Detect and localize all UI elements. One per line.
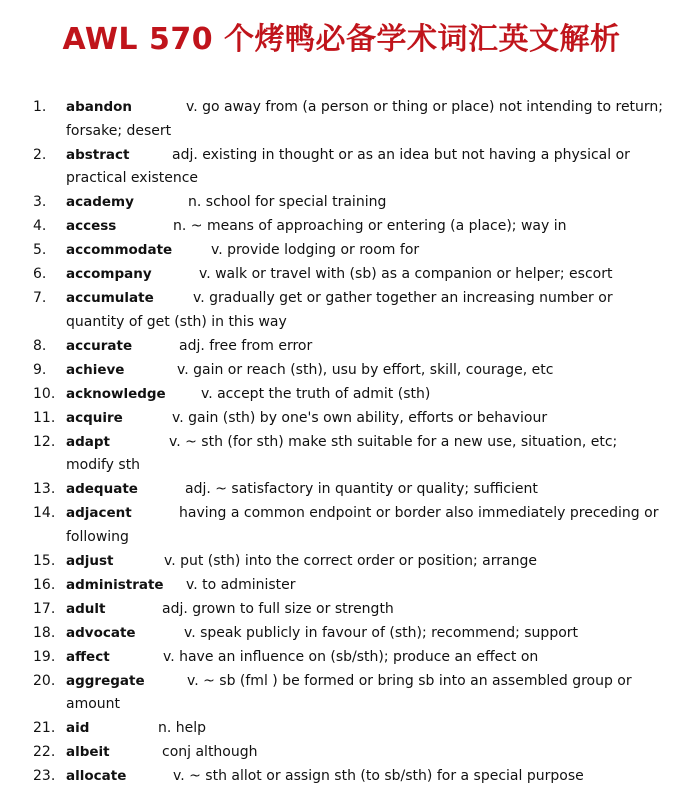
entry-definition: v. ~ sth (for sth) make sth suitable for a new use, situation, etc; modify sth [66, 433, 618, 473]
entry-word: abstract [66, 146, 130, 163]
entry-definition: adj. ~ satisfactory in quantity or quality; sufficient [185, 481, 538, 497]
entry-number: 16. [33, 576, 56, 593]
entry-number: 21. [33, 720, 56, 736]
entry-word: aid [66, 720, 90, 736]
entry-number: 19. [33, 648, 56, 665]
entry-definition: n. help [158, 720, 207, 736]
entry-definition: adj. free from error [179, 337, 313, 354]
entry-definition: v. accept the truth of admit (sth) [201, 385, 431, 402]
entry-definition: v. gain (sth) by one's own ability, efforts or behaviour [172, 409, 548, 426]
entry-definition: v. provide lodging or room for [211, 242, 420, 258]
vocab-entry [0, 407, 683, 431]
vocab-entry [0, 646, 683, 670]
entry-definition: adj. grown to full size or strength [162, 600, 394, 617]
vocabulary-list [0, 96, 683, 789]
entry-number: 23. [33, 768, 56, 784]
vocab-entry [0, 431, 683, 478]
entry-word: accommodate [66, 242, 173, 258]
vocab-entry [0, 96, 683, 143]
entry-number: 10. [33, 385, 56, 402]
vocab-entry [0, 502, 683, 549]
entry-definition: n. ~ means of approaching or entering (a place); way in [173, 218, 567, 234]
entry-definition: v. gain or reach (sth), usu by effort, skill, courage, etc [177, 361, 554, 378]
entry-number: 4. [33, 218, 47, 234]
entry-number: 6. [33, 266, 47, 282]
entry-word: academy [66, 194, 134, 210]
vocab-entry [0, 741, 683, 765]
entry-word: achieve [66, 361, 125, 378]
entry-word: affect [66, 648, 110, 665]
vocab-entry [0, 765, 683, 789]
entry-number: 18. [33, 624, 56, 641]
entry-number: 8. [33, 337, 47, 354]
entry-word: adapt [66, 433, 111, 450]
entry-word: aggregate [66, 672, 145, 689]
entry-number: 22. [33, 744, 56, 760]
entry-number: 1. [33, 99, 47, 115]
entry-definition: conj although [162, 744, 258, 760]
entry-word: accompany [66, 266, 152, 282]
vocab-entry [0, 215, 683, 239]
entry-definition: v. walk or travel with (sb) as a companion or helper; escort [199, 266, 613, 282]
entry-number: 13. [33, 481, 56, 497]
entry-word: adjust [66, 552, 114, 569]
entry-word: accurate [66, 337, 133, 354]
entry-definition: v. gradually get or gather together an increasing number or quantity of get (sth) in this way [66, 290, 613, 330]
entry-definition: v. ~ sb (fml ) be formed or bring sb into an assembled group or amount [66, 672, 632, 712]
entry-number: 9. [33, 361, 47, 378]
vocab-entry [0, 335, 683, 359]
vocab-entry [0, 383, 683, 407]
entry-number: 12. [33, 433, 56, 450]
entry-word: adjacent [66, 505, 132, 521]
entry-word: accumulate [66, 290, 154, 306]
entry-number: 15. [33, 552, 56, 569]
entry-definition: adj. existing in thought or as an idea but not having a physical or practical existence [66, 146, 630, 186]
page-title: AWL 570 个烤鸭必备学术词汇英文解析 [62, 22, 621, 57]
vocab-entry [0, 622, 683, 646]
entry-definition: v. to administer [186, 576, 296, 593]
vocab-entry [0, 670, 683, 717]
entry-word: albeit [66, 744, 110, 760]
entry-definition: n. school for special training [188, 194, 387, 210]
entry-definition: v. go away from (a person or thing or place) not intending to return; forsake; desert [66, 99, 664, 139]
entry-word: allocate [66, 768, 127, 784]
vocab-entry [0, 550, 683, 574]
vocab-entry [0, 574, 683, 598]
entry-number: 5. [33, 242, 47, 258]
entry-number: 14. [33, 505, 56, 521]
entry-number: 17. [33, 600, 56, 617]
entry-word: adult [66, 600, 106, 617]
entry-definition: v. speak publicly in favour of (sth); recommend; support [184, 624, 579, 641]
entry-definition: v. ~ sth allot or assign sth (to sb/sth) for a special purpose [173, 768, 584, 784]
vocab-entry [0, 144, 683, 191]
entry-number: 11. [33, 409, 56, 426]
vocab-entry [0, 239, 683, 263]
vocab-entry [0, 359, 683, 383]
vocab-entry [0, 717, 683, 741]
entry-word: acknowledge [66, 385, 166, 402]
entry-word: administrate [66, 576, 164, 593]
vocab-entry [0, 263, 683, 287]
entry-number: 3. [33, 194, 47, 210]
vocab-entry [0, 598, 683, 622]
entry-word: abandon [66, 99, 133, 115]
entry-number: 7. [33, 290, 47, 306]
entry-number: 20. [33, 672, 56, 689]
entry-definition: v. have an influence on (sb/sth); produce an effect on [163, 648, 539, 665]
entry-word: adequate [66, 481, 138, 497]
entry-definition: having a common endpoint or border also immediately preceding or following [66, 505, 659, 545]
entry-number: 2. [33, 146, 47, 163]
vocab-entry [0, 287, 683, 334]
entry-word: access [66, 218, 117, 234]
vocab-entry [0, 478, 683, 502]
vocab-entry [0, 191, 683, 215]
entry-definition: v. put (sth) into the correct order or position; arrange [164, 552, 537, 569]
entry-word: acquire [66, 409, 123, 426]
entry-word: advocate [66, 624, 136, 641]
